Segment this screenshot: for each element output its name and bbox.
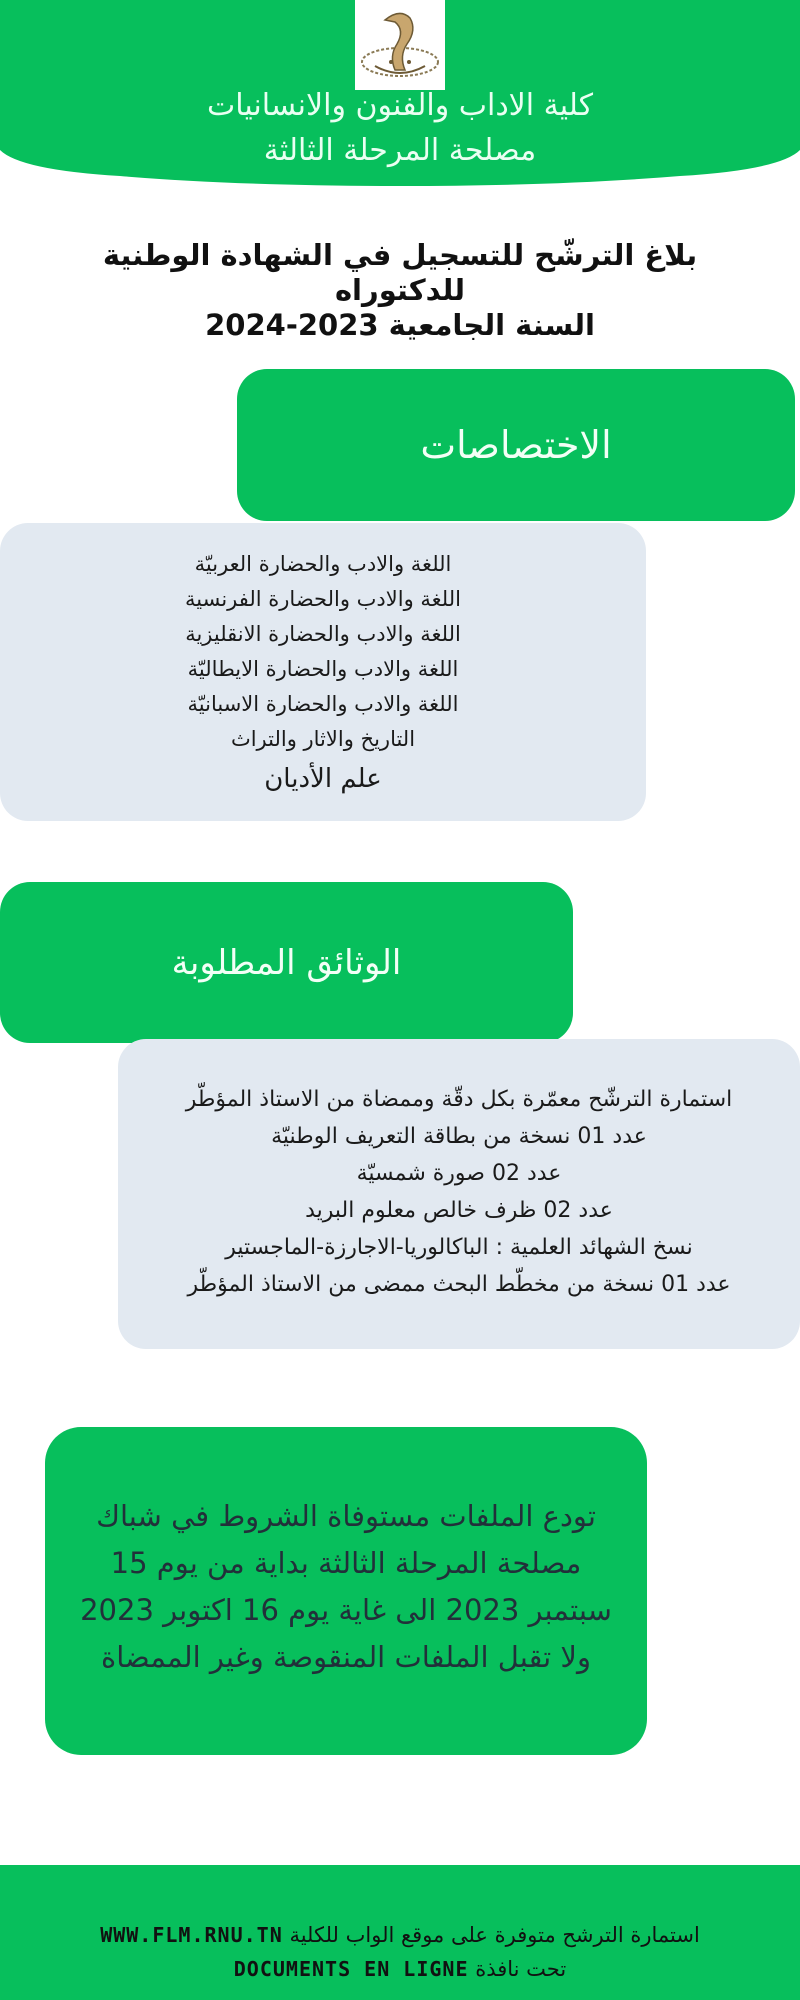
documents-list [118,1039,800,1349]
title-line-1: بلاغ الترشّح للتسجيل في الشهادة الوطنية [102,238,698,272]
documents-section-label: DOCUMENTS EN LIGNE [233,1957,469,1981]
title-line-2: للدكتوراه [334,273,466,307]
page-title [60,238,740,343]
deposit-line: تودع الملفات مستوفاة الشروط في شباك [96,1499,596,1533]
footer-line-1 [0,1923,800,1947]
list-item: عدد 01 نسخة من بطاقة التعريف الوطنيّة [271,1124,647,1149]
list-item: عدد 02 ظرف خالص معلوم البريد [305,1198,613,1223]
website-link[interactable]: WWW.FLM.RNU.TN [100,1923,283,1947]
department-name: مصلحة المرحلة الثالثة [263,133,537,168]
documents-heading: الوثائق المطلوبة [0,882,573,1043]
deposit-notice [45,1427,647,1755]
specialties-heading: الاختصاصات [237,369,795,521]
faculty-name: كلية الاداب والفنون والانسانيات [206,88,594,123]
header-banner [0,0,800,195]
specialties-list [0,523,646,821]
title-line-3: السنة الجامعية 2023-2024 [205,308,595,342]
deposit-line: مصلحة المرحلة الثالثة بداية من يوم 15 [110,1546,582,1580]
list-item: اللغة والادب والحضارة الاسبانيّة [187,692,459,716]
footer [0,1865,800,2000]
list-item: علم الأديان [264,764,382,794]
footer-line-2 [0,1957,800,1981]
list-item: اللغة والادب والحضارة الانقليزية [185,622,461,646]
footer-text-1: استمارة الترشح متوفرة على موقع الواب للكلية [289,1923,700,1947]
footer-text-2: تحت نافذة [475,1957,567,1981]
list-item: التاريخ والاثار والتراث [230,727,416,751]
faculty-logo [355,0,445,90]
list-item: عدد 01 نسخة من مخطّط البحث ممضى من الاستاذ المؤطّر [187,1272,731,1297]
list-item: عدد 02 صورة شمسيّة [356,1161,562,1186]
list-item: اللغة والادب والحضارة الفرنسية [185,587,461,611]
list-item: اللغة والادب والحضارة العربيّة [194,552,452,576]
list-item: نسخ الشهائد العلمية : الباكالوريا-الاجارزة-الماجستير [225,1235,693,1260]
deposit-line: ولا تقبل الملفات المنقوصة وغير الممضاة [101,1640,591,1674]
deposit-line: سبتمبر 2023 الى غاية يوم 16 اكتوبر 2023 [80,1593,612,1627]
list-item: اللغة والادب والحضارة الايطاليّة [187,657,459,681]
list-item: استمارة الترشّح معمّرة بكل دقّة وممضاة من الاستاذ المؤطّر [185,1087,733,1112]
